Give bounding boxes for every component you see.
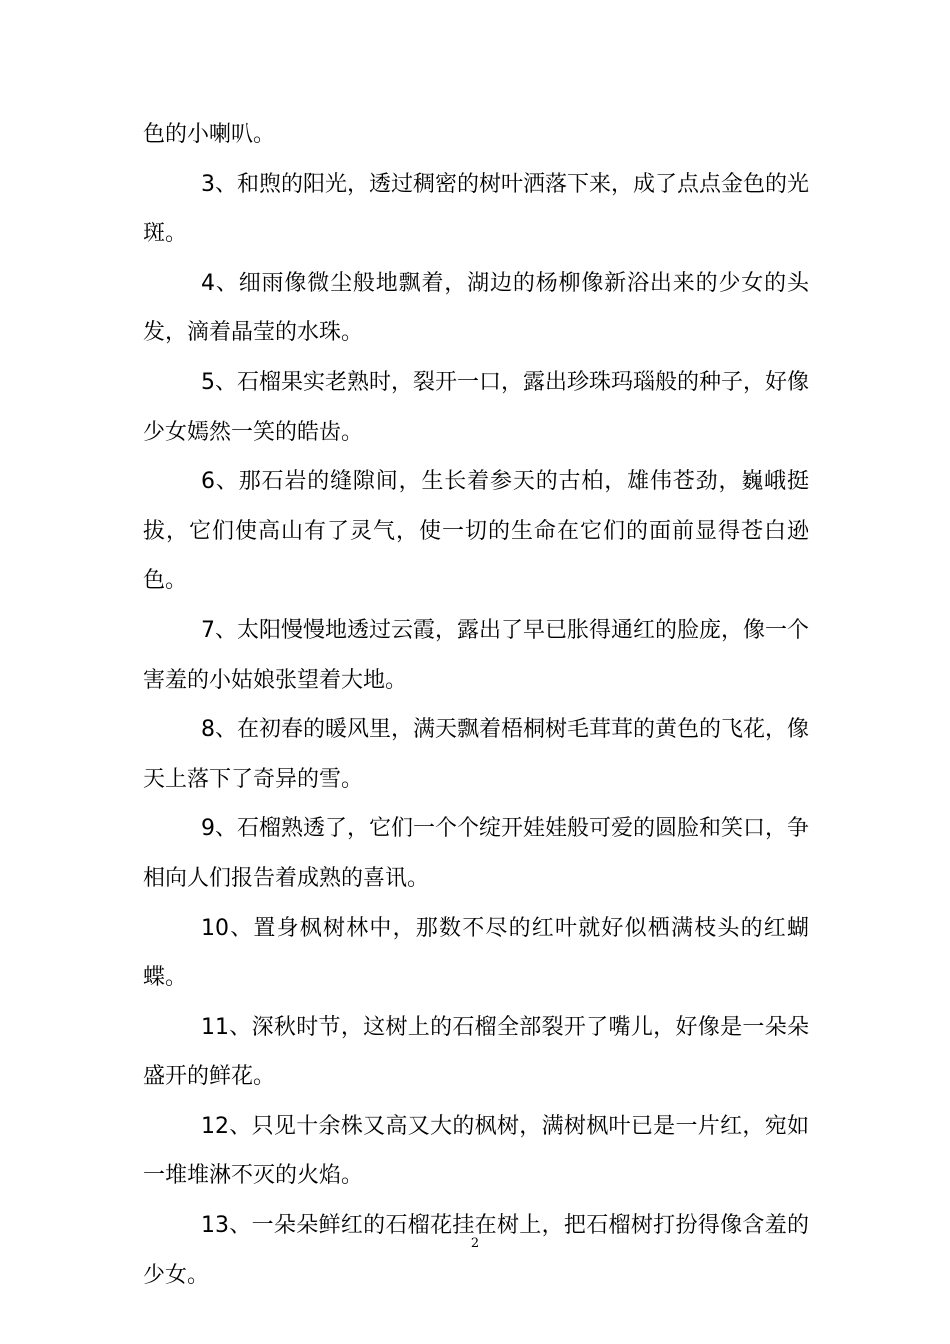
paragraph-item-7: 7、太阳慢慢地透过云霞，露出了早已胀得通红的脸庞，像一个害羞的小姑娘张望着大地。 <box>143 617 809 693</box>
paragraph-item-6: 6、那石岩的缝隙间，生长着参天的古柏，雄伟苍劲，巍峨挺拔，它们使高山有了灵气，使一切的生命在它们的面前显得苍白逊色。 <box>143 469 809 594</box>
paragraph-item-8: 8、在初春的暖风里，满天飘着梧桐树毛茸茸的黄色的飞花，像天上落下了奇异的雪。 <box>143 717 809 792</box>
body-text <box>143 110 809 1300</box>
paragraph-item-11: 11、深秋时节，这树上的石榴全部裂开了嘴儿，好像是一朵朵盛开的鲜花。 <box>143 1014 809 1090</box>
paragraph-item-13: 13、一朵朵鲜红的石榴花挂在树上，把石榴树打扮得像含羞的少女。 <box>143 1213 809 1288</box>
paragraph-item-10: 10、置身枫树林中，那数不尽的红叶就好似栖满枝头的红蝴蝶。 <box>143 915 809 991</box>
paragraph-item-4: 4、细雨像微尘般地飘着，湖边的杨柳像新浴出来的少女的头发，滴着晶莹的水珠。 <box>143 270 809 346</box>
paragraph-continuation: 色的小喇叭。 <box>143 122 276 147</box>
paragraph-item-3: 3、和煦的阳光，透过稠密的树叶洒落下来，成了点点金色的光斑。 <box>143 171 809 247</box>
paragraph-item-9: 9、石榴熟透了，它们一个个绽开娃娃般可爱的圆脸和笑口，争相向人们报告着成熟的喜讯。 <box>143 816 809 891</box>
paragraph-item-12: 12、只见十余株又高又大的枫树，满树枫叶已是一片红，宛如一堆堆淋不灭的火焰。 <box>143 1113 809 1189</box>
paragraph-item-5: 5、石榴果实老熟时，裂开一口，露出珍珠玛瑙般的种子，好像少女嫣然一笑的皓齿。 <box>143 369 809 445</box>
page-number: 2 <box>470 1236 480 1251</box>
